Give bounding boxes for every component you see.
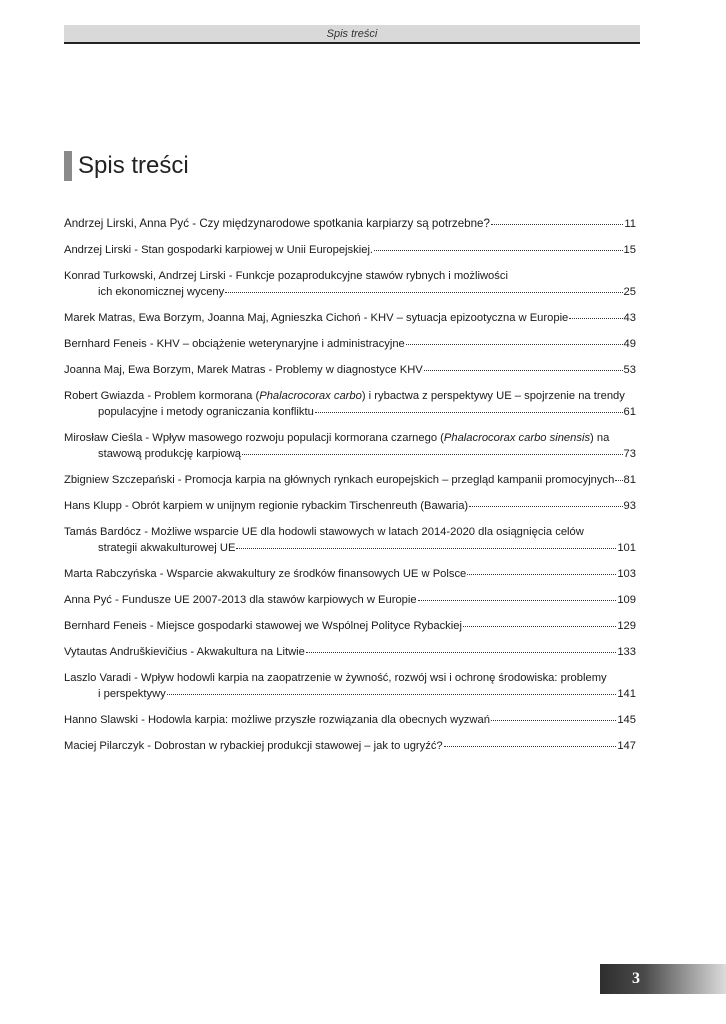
toc-page-number: 109 [617, 594, 636, 606]
toc-entry-text: Marek Matras, Ewa Borzym, Joanna Maj, Agnieszka Cichoń - KHV – sytuacja epizootyczna w Europie [64, 312, 569, 324]
toc-entry[interactable] [64, 644, 636, 660]
toc-entry[interactable] [64, 670, 636, 702]
toc-page-number: 15 [623, 244, 636, 256]
toc-entry-line [64, 388, 636, 404]
toc-entry-line [64, 310, 636, 326]
toc-entry-line [64, 430, 636, 446]
toc-entry-text: Hans Klupp - Obrót karpiem w unijnym regionie rybackim Tirschenreuth (Bawaria) [64, 500, 469, 512]
toc-leader-dots [236, 547, 616, 549]
toc-page-number: 93 [623, 500, 636, 512]
toc-page-number: 81 [623, 474, 636, 486]
toc-leader-dots [418, 599, 617, 601]
toc-entry-line [64, 498, 636, 514]
toc-entry-text: Anna Pyć - Fundusze UE 2007-2013 dla stawów karpiowych w Europie [64, 594, 417, 606]
toc-page-number: 147 [617, 740, 636, 752]
toc-leader-dots [444, 745, 617, 747]
toc-entry-text: Bernhard Feneis - KHV – obciążenie weterynaryjne i administracyjne [64, 338, 405, 350]
toc-entry-text: Laszlo Varadi - Wpływ hodowli karpia na zaopatrzenie w żywność, rozwój wsi i ochronę środowiska: problemy [64, 672, 607, 684]
toc-entry[interactable] [64, 362, 636, 378]
toc-entry[interactable] [64, 216, 636, 232]
toc-leader-dots [424, 369, 623, 371]
toc-entry-line [64, 446, 636, 462]
toc-entry[interactable] [64, 498, 636, 514]
toc-entry-line [64, 362, 636, 378]
toc-entry[interactable] [64, 310, 636, 326]
toc-entry-text: Tamás Bardócz - Możliwe wsparcie UE dla hodowli stawowych w latach 2014-2020 dla osiągnięcia celów [64, 526, 584, 538]
toc-leader-dots [306, 651, 616, 653]
toc-entry-line [64, 686, 636, 702]
toc-entry[interactable] [64, 592, 636, 608]
toc-entry-line [64, 242, 636, 258]
toc-leader-dots [569, 317, 622, 319]
title-marker-bar [64, 151, 72, 181]
toc-entry-line [64, 592, 636, 608]
toc-leader-dots [315, 411, 623, 413]
toc-entry[interactable] [64, 336, 636, 352]
toc-page-number: 101 [617, 542, 636, 554]
running-header-title: Spis treści [326, 27, 378, 40]
toc-entry[interactable] [64, 712, 636, 728]
toc-entry[interactable] [64, 618, 636, 634]
toc-entry[interactable] [64, 566, 636, 582]
toc-page-number: 49 [623, 338, 636, 350]
toc-entry-text: Marta Rabczyńska - Wsparcie akwakultury ze środków finansowych UE w Polsce [64, 568, 467, 580]
toc-entry[interactable] [64, 242, 636, 258]
toc-entry-text: Andrzej Lirski - Stan gospodarki karpiowej w Unii Europejskiej. [64, 244, 374, 256]
toc-entry-text: Joanna Maj, Ewa Borzym, Marek Matras - Problemy w diagnostyce KHV [64, 364, 423, 376]
page-number: 3 [632, 970, 640, 987]
toc-entry-line [64, 618, 636, 634]
toc-entry[interactable] [64, 524, 636, 556]
toc-leader-dots [463, 625, 616, 627]
toc-entry-line [64, 712, 636, 728]
toc-entry-text: i perspektywy [98, 688, 166, 700]
toc-entry-text: Robert Gwiazda - Problem kormorana (Phalacrocorax carbo) i rybactwa z perspektywy UE – spojrzenie na trendy [64, 390, 625, 402]
toc-leader-dots [467, 573, 616, 575]
toc-entry-text: populacyjne i metody ograniczania konfliktu [98, 406, 314, 418]
toc-leader-dots [374, 249, 623, 251]
page-title: Spis treści [78, 152, 189, 179]
toc-entry-line [64, 670, 636, 686]
toc-page-number: 11 [624, 218, 636, 230]
toc-leader-dots [469, 505, 622, 507]
page-title-block [64, 151, 189, 181]
toc-entry-line [64, 540, 636, 556]
toc-entry-text: Bernhard Feneis - Miejsce gospodarki stawowej we Wspólnej Polityce Rybackiej [64, 620, 462, 632]
toc-leader-dots [242, 453, 623, 455]
toc-entry[interactable] [64, 268, 636, 300]
page-number-box [600, 964, 726, 994]
toc-leader-dots [615, 479, 622, 481]
toc-page-number: 25 [623, 286, 636, 298]
toc-entry-line [64, 738, 636, 754]
toc-entry-text: Mirosław Cieśla - Wpływ masowego rozwoju populacji kormorana czarnego (Phalacrocorax carbo sinensis) na [64, 432, 610, 444]
toc-page-number: 53 [623, 364, 636, 376]
toc-entry-text: Vytautas Andruškievičius - Akwakultura na Litwie [64, 646, 305, 658]
toc-entry[interactable] [64, 388, 636, 420]
toc-entry[interactable] [64, 738, 636, 754]
toc-entry-line [64, 472, 636, 488]
toc-entry[interactable] [64, 472, 636, 488]
toc-page-number: 61 [623, 406, 636, 418]
toc-entry-line [64, 644, 636, 660]
toc-entry-line [64, 524, 636, 540]
toc-page-number: 129 [617, 620, 636, 632]
toc-page-number: 141 [617, 688, 636, 700]
toc-entry-line [64, 566, 636, 582]
toc-leader-dots [491, 719, 616, 721]
toc-page-number: 73 [623, 448, 636, 460]
toc-entry-text: stawową produkcję karpiową [98, 448, 242, 460]
toc-page-number: 145 [617, 714, 636, 726]
toc-entry-line [64, 284, 636, 300]
toc-entry-text: Hanno Slawski - Hodowla karpia: możliwe przyszłe rozwiązania dla obecnych wyzwań [64, 714, 490, 726]
toc-page-number: 103 [617, 568, 636, 580]
toc-entry-text: Konrad Turkowski, Andrzej Lirski - Funkcje pozaprodukcyjne stawów rybnych i możliwości [64, 270, 508, 282]
toc-entry-line [64, 336, 636, 352]
toc-entry-text: ich ekonomicznej wyceny [98, 286, 225, 298]
toc-entry-line [64, 268, 636, 284]
table-of-contents [64, 216, 636, 764]
toc-page-number: 133 [617, 646, 636, 658]
toc-entry-text: Andrzej Lirski, Anna Pyć - Czy międzynarodowe spotkania karpiarzy są potrzebne? [64, 217, 490, 230]
toc-entry-line [64, 404, 636, 420]
toc-leader-dots [491, 223, 623, 225]
toc-leader-dots [167, 693, 617, 695]
toc-page-number: 43 [623, 312, 636, 324]
toc-entry-text: Zbigniew Szczepański - Promocja karpia na głównych rynkach europejskich – przegląd kampanii promocyjnych [64, 474, 615, 486]
toc-entry-text: strategii akwakulturowej UE [98, 542, 236, 554]
toc-leader-dots [406, 343, 623, 345]
toc-leader-dots [225, 291, 622, 293]
running-header [64, 25, 640, 44]
toc-entry-text: Maciej Pilarczyk - Dobrostan w rybackiej produkcji stawowej – jak to ugryźć? [64, 740, 443, 752]
toc-entry[interactable] [64, 430, 636, 462]
toc-entry-line [64, 216, 636, 232]
